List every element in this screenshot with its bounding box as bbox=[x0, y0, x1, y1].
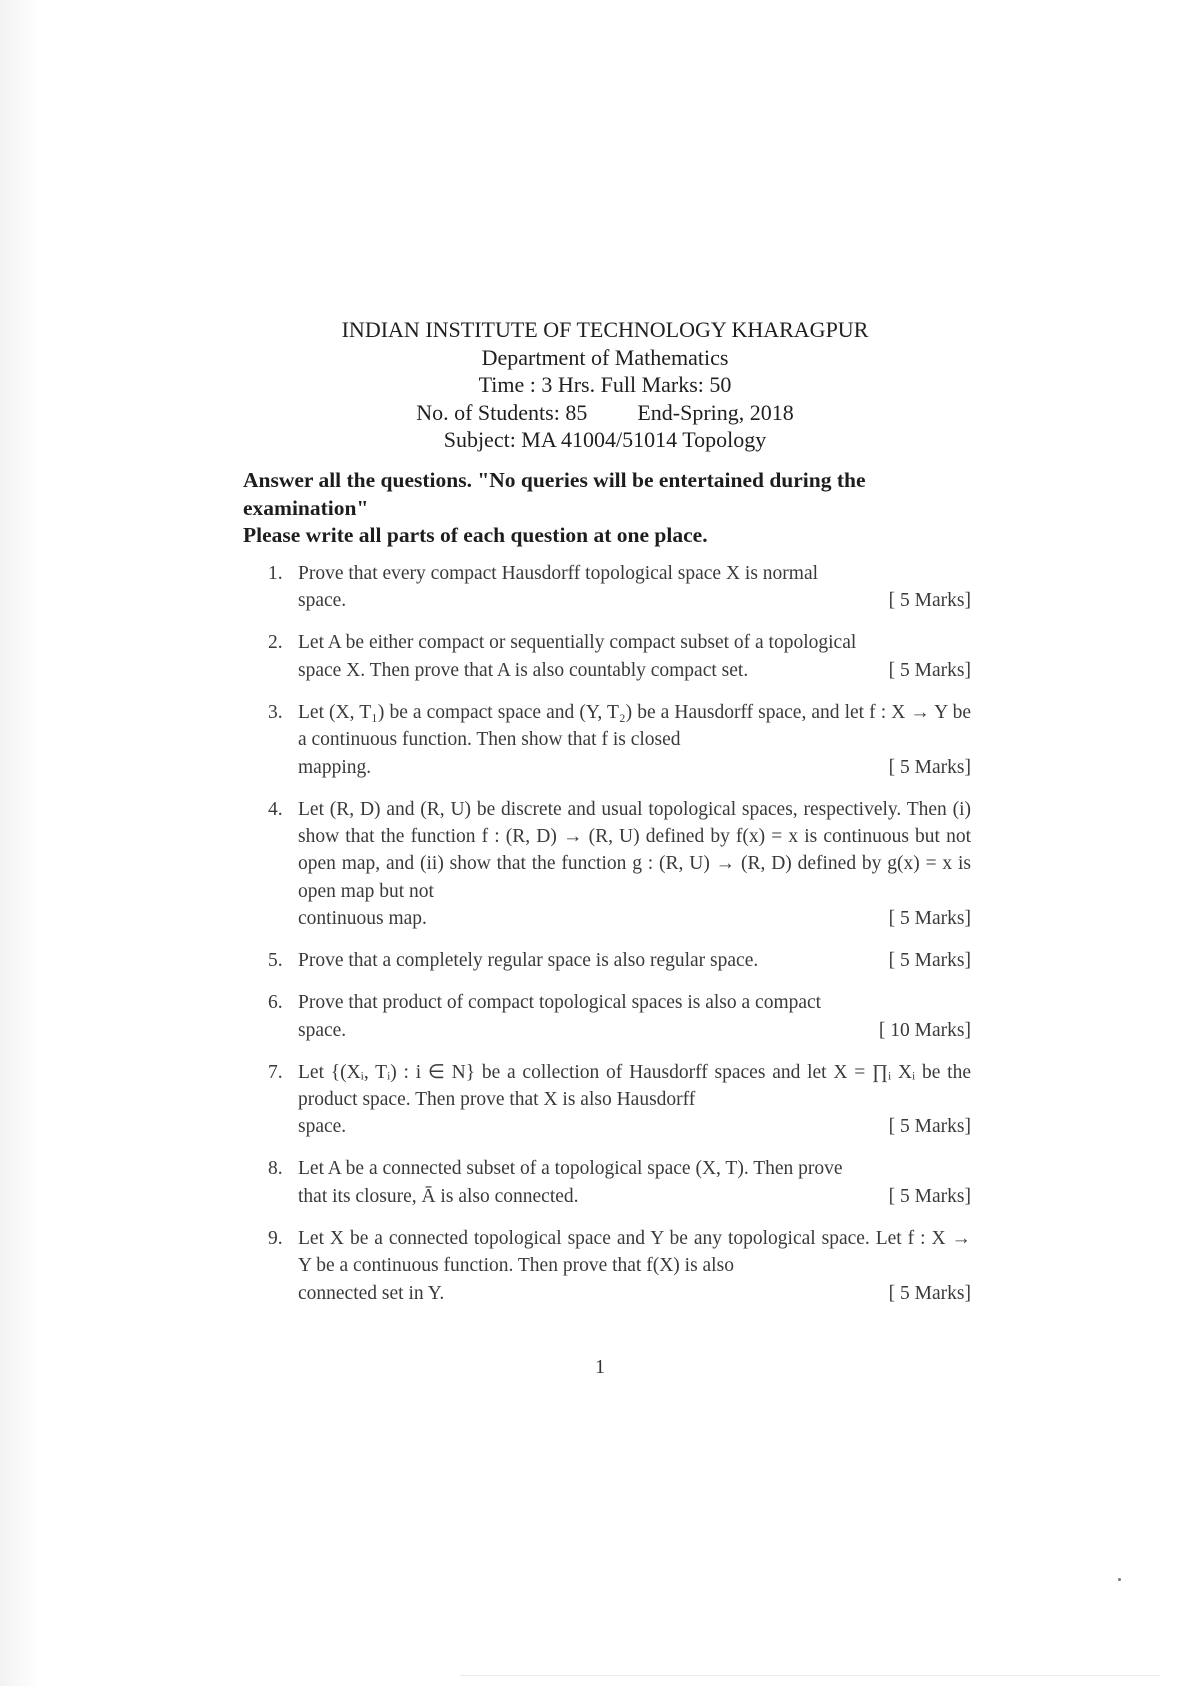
time-and-marks: Time : 3 Hrs. Full Marks: 50 bbox=[478, 372, 732, 397]
question-text: Let A be a connected subset of a topological space (X, T). Then prove bbox=[298, 1158, 843, 1180]
question-text: Prove that every compact Hausdorff topological space X is normal bbox=[298, 563, 819, 584]
question-marks: [ 5 Marks] bbox=[888, 590, 971, 612]
question-text: Let X be a connected topological space and Y be any topological space. Let f : X → Y be a continuous function. Then prove that f(X) is also bbox=[298, 1227, 971, 1277]
question-text-end: space X. Then prove that A is also countably compact set. bbox=[298, 659, 749, 681]
question-1 bbox=[268, 560, 971, 615]
scan-bottom-artifact bbox=[460, 1675, 1160, 1676]
instruction-answer-all: Answer all the questions. "No queries will be entertained during the examination" bbox=[243, 468, 866, 520]
page-number: 1 bbox=[595, 1356, 605, 1378]
question-text: Prove that a completely regular space is also regular space. bbox=[298, 950, 759, 972]
institute-name: INDIAN INSTITUTE OF TECHNOLOGY KHARAGPUR bbox=[341, 317, 869, 342]
question-marks: [ 5 Marks] bbox=[888, 756, 971, 778]
question-text: Prove that product of compact topological spaces is also a compact bbox=[298, 992, 822, 1014]
question-6 bbox=[268, 989, 971, 1044]
question-2 bbox=[268, 629, 971, 684]
question-3 bbox=[268, 699, 971, 781]
question-number: 6. bbox=[268, 992, 283, 1014]
scan-edge-shadow bbox=[0, 0, 40, 1686]
question-8 bbox=[268, 1155, 971, 1210]
question-number: 1. bbox=[268, 563, 283, 584]
question-text: Let A be either compact or sequentially compact subset of a topological bbox=[298, 632, 857, 654]
question-text-end: space. bbox=[298, 590, 347, 612]
question-number: 8. bbox=[268, 1158, 283, 1180]
question-text-end: that its closure, Ā is also connected. bbox=[298, 1185, 579, 1207]
question-list bbox=[268, 560, 971, 1322]
question-number: 9. bbox=[268, 1227, 283, 1249]
question-marks: [ 5 Marks] bbox=[888, 1185, 971, 1207]
question-text-end: space. bbox=[298, 1116, 347, 1138]
instructions bbox=[243, 467, 971, 550]
question-number: 2. bbox=[268, 632, 283, 654]
question-4 bbox=[268, 796, 971, 933]
question-text: Let (R, D) and (R, U) be discrete and usual topological spaces, respectively. Then (i) show that the function f : (R, D) → (R, U) defined by f(x) = x is continuous but not open map, and (ii) show that the function g : (R, U) → (R, D) defined by g(x) = x is open map but not bbox=[298, 798, 971, 902]
question-text-end: space. bbox=[298, 1019, 347, 1041]
question-5 bbox=[268, 947, 971, 974]
exam-session: End-Spring, 2018 bbox=[637, 399, 794, 425]
question-text: Let {(Xᵢ, Tᵢ) : i ∈ N} be a collection of Hausdorff spaces and let X = ∏ᵢ Xᵢ be the product space. Then prove that X is also Hausdorff bbox=[298, 1061, 971, 1111]
students-session-row bbox=[240, 399, 970, 427]
exam-header bbox=[240, 316, 970, 454]
question-text-end: mapping. bbox=[298, 756, 372, 778]
question-number: 7. bbox=[268, 1061, 283, 1083]
question-marks: [ 10 Marks] bbox=[878, 1019, 971, 1041]
question-number: 4. bbox=[268, 798, 283, 820]
question-text-end: continuous map. bbox=[298, 908, 427, 930]
students-count: No. of Students: 85 bbox=[416, 399, 588, 425]
instruction-write-together: Please write all parts of each question at one place. bbox=[243, 523, 708, 547]
question-7 bbox=[268, 1059, 971, 1141]
question-9 bbox=[268, 1225, 971, 1307]
department-name: Department of Mathematics bbox=[481, 344, 729, 370]
question-number: 5. bbox=[268, 950, 283, 972]
question-marks: [ 5 Marks] bbox=[888, 1116, 971, 1138]
question-marks: [ 5 Marks] bbox=[888, 908, 971, 930]
scan-speck bbox=[1118, 1578, 1121, 1581]
question-marks: [ 5 Marks] bbox=[888, 1282, 971, 1304]
subject-line: Subject: MA 41004/51014 Topology bbox=[443, 427, 767, 452]
question-number: 3. bbox=[268, 701, 283, 723]
question-marks: [ 5 Marks] bbox=[888, 950, 971, 972]
question-text-end: connected set in Y. bbox=[298, 1282, 445, 1304]
question-text: Let (X, T₁) be a compact space and (Y, T₂) be a Hausdorff space, and let f : X → Y be a continuous function. Then show that f is closed bbox=[298, 701, 971, 751]
question-marks: [ 5 Marks] bbox=[888, 659, 971, 681]
